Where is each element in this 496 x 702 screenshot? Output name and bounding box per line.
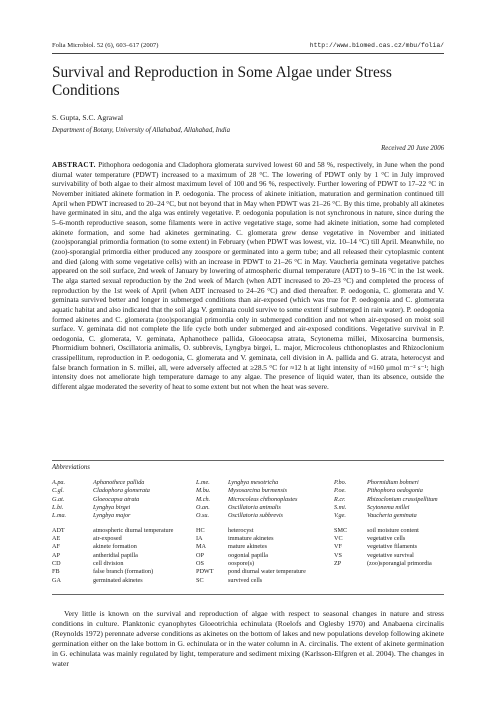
abbreviations-table <box>52 479 444 585</box>
abbreviation-code: A.pa. <box>52 479 66 486</box>
abbreviation-code: M.ch. <box>196 495 211 503</box>
abbreviation-code: VF <box>334 543 342 551</box>
abbreviation-meaning: pond diurnal water temperature <box>228 568 306 576</box>
abbreviation-code: SMC <box>334 526 348 534</box>
received-date: Received 20 June 2006 <box>381 145 444 152</box>
abbreviation-meaning: vegetative cells <box>367 535 406 543</box>
abbreviation-row <box>52 512 444 520</box>
abbreviation-code: CD <box>52 560 61 568</box>
abbreviation-meaning: Scytonema millei <box>367 504 410 512</box>
abbreviation-row <box>52 527 444 535</box>
abbreviation-meaning: Oscillatoria subbrevis <box>228 512 283 520</box>
abbreviation-code: HC <box>196 526 205 534</box>
abbreviation-code: ZP <box>334 560 342 568</box>
abbreviation-code: S.mi. <box>334 504 347 512</box>
abbreviation-code: L.me. <box>196 479 210 486</box>
abbreviation-meaning: air-exposed <box>93 535 122 543</box>
abbreviation-meaning: Aphanothece pallida <box>93 479 145 486</box>
abbreviation-row <box>52 543 444 551</box>
abstract-label: ABSTRACT. <box>52 160 96 169</box>
abbreviation-row <box>52 487 444 495</box>
abbreviation-meaning: Lyngbya major <box>93 512 131 520</box>
abbreviation-meaning: mature akinetes <box>228 543 267 551</box>
abbreviation-row <box>52 496 444 504</box>
abbreviation-row <box>52 552 444 560</box>
article-title: Survival and Reproduction in Some Algae under Stress Conditions <box>52 64 392 99</box>
abbreviation-meaning: germinated akinetes <box>93 576 143 584</box>
journal-reference: Folia Microbiol. 52 (6), 603–617 (2007) <box>52 42 159 49</box>
abbreviation-meaning: Cladophora glomerata <box>93 487 150 495</box>
abbreviation-meaning: Pithophora oedogonia <box>367 487 423 495</box>
abbreviations-top-rule <box>52 460 444 461</box>
term-abbreviations <box>52 527 444 585</box>
abbreviation-meaning: (zoo)sporangial primordia <box>367 560 432 568</box>
abbreviation-meaning: cell division <box>93 560 124 568</box>
abbreviation-code: L.ma. <box>52 512 67 520</box>
abbreviation-meaning: Rhizoclonium crassipellitum <box>367 495 438 503</box>
abbreviation-meaning: Lyngbya birgei <box>93 504 131 512</box>
header-rule <box>52 53 444 54</box>
abstract-text: Pithophora oedogonia and Cladophora glomerata survived lowest 60 and 58 %, respectively, in June when the pond diurnal water temperature (PDWT) increased to a maximum of 28 °C. The lowering of PDWT only by 1 °C in July improved survivability of both algae to their almost maximum level of 100 and 96 %, respectively. Further lowering of PDWT to 17–22 °C in November initiated akinete formation in P. oedogonia. The process of akinete initiation, maturation and germination continued till April when PDWT increased to 20–24 °C, but not beyond that in May when PDWT was 21–26 °C. By this time, probably all akinetes have germinated in situ, and the alga was entirely vegetative. P. oedogonia population is not synchronous in nature, since during the 5–6-month reproductive season, some filaments were in active vegetative stage, some had akinete initiation, some had completed akinete formation, and some had akinetes germinating. C. glomerata grew dense vegetative in November and initiated (zoo)sporangial primordia formation (to some extent) in February (when PDWT was lowest, viz. 10–14 °C) till April. Meanwhile, no (zoo)-sporangial primordia either produced any zoospore or germinated into a germ tube; and all released their cytoplasmic content and died (along with some vegetative cells) with an increase in PDWT to 21–26 °C in May. Vaucheria geminata vegetative patches appeared on the soil surface, 2nd week of January by lowering of atmospheric diurnal temperature (ADT) to 9–16 °C in the 1st week. The alga started sexual reproduction by the 2nd week of March (when ADT increased to 20–23 °C) and completed the process of reproduction by the 1st week of April (when ADT increased to 24–26 °C) and died thereafter. P. oedogonia, C. glomerata and V. geminata survived better and longer in submerged conditions than air-exposed (which was true for P. oedogonia and C. glomerata aquatic habitat and also indicated that the soil alga V. geminata could survive to some extent if submerged in rain water). P. oedogonia formed akinetes and C. glomerata (zoo)sporangial primordia only in submerged condition and not when air-exposed on moist soil surface. V. geminata did not complete the life cycle both under submerged and air-exposed conditions. Vegetative survival in P. oedogonia, C. glomerata, V. geminata, Aphanothece pallida, Gloeocapsa atrata, Scytonema millei, Mixosarcina burmensis, Phormidium bohneri, Oscillatoria animalis, O. subbrevis, Lyngbya birgei, L. major, Microcoleus chthonoplastes and Rhizoclonium crassipellitum, reproduction in P. oedogonia, C. glomerata and V. geminata, cell division in A. pallida and G. atrata, heterocyst and false branch formation in S. millei, all, were adversely affected at ≥28.5 °C for ≈12 h at light intensity of ≈160 μmol m⁻² s⁻¹; high intensity does not ameliorate high temperature damage to any algae. The presence of liquid water, than its absence, outside the different algae moderated the severity of heat to some extent but not when the heat was severe. <box>52 160 444 392</box>
abbreviation-meaning: Myxosarcina burmensis <box>228 487 288 495</box>
article-affiliation: Department of Botany, University of Allahabad, Allahabad, India <box>52 127 230 134</box>
abbreviation-code: GA <box>52 576 61 584</box>
abbreviation-code: G.at. <box>52 495 65 503</box>
abbreviations-bottom-rule <box>52 594 444 595</box>
abstract <box>52 160 444 392</box>
abbreviation-code: PDWT <box>196 568 214 576</box>
abbreviation-code: AP <box>52 551 60 559</box>
abbreviation-code: V.ge. <box>334 512 346 520</box>
abbreviation-code: VS <box>334 551 342 559</box>
abbreviation-meaning: vegetative survival <box>367 551 414 559</box>
abbreviation-code: ADT <box>52 526 65 534</box>
abbreviation-meaning: vegetative filaments <box>367 543 417 551</box>
abbreviation-meaning: oogonial papilla <box>228 551 269 559</box>
abbreviation-meaning: immature akinetes <box>228 535 274 543</box>
abbreviation-meaning: akinete formation <box>93 543 137 551</box>
abbreviation-meaning: Lyngbya mesotricha <box>228 479 279 486</box>
abbreviation-meaning: survived cells <box>228 576 263 584</box>
abbreviation-code: C.gl. <box>52 487 65 495</box>
abbreviation-row <box>52 535 444 543</box>
journal-url[interactable]: http://www.biomed.cas.cz/mbu/folia/ <box>309 42 444 49</box>
abbreviation-code: MA <box>196 543 206 551</box>
abbreviations-title: Abbreviations <box>52 464 90 471</box>
abbreviation-code: OP <box>196 551 204 559</box>
abbreviation-row <box>52 479 444 487</box>
abbreviation-code: L.bi. <box>52 504 64 512</box>
abbreviation-code: O.an. <box>196 504 210 512</box>
abbreviation-meaning: Gloeocapsa atrata <box>93 495 140 503</box>
abbreviation-code: IA <box>196 535 203 543</box>
abbreviation-code: OS <box>196 560 204 568</box>
abbreviation-row <box>52 568 444 576</box>
abbreviation-code: SC <box>196 576 204 584</box>
article-authors: S. Gupta, S.C. Agrawal <box>52 113 124 122</box>
abbreviation-meaning: oospore(s) <box>228 560 255 568</box>
abbreviation-code: AF <box>52 543 60 551</box>
abbreviation-meaning: false branch (formation) <box>93 568 154 576</box>
abbreviation-meaning: Oscillatoria animalis <box>228 504 281 512</box>
abbreviation-meaning: soil moisture content <box>367 526 419 534</box>
abbreviation-meaning: Phormidium bohneri <box>367 479 419 486</box>
abbreviation-code: FB <box>52 568 60 576</box>
species-abbreviations <box>52 479 444 521</box>
abbreviation-code: P.oe. <box>334 487 346 495</box>
abbreviation-meaning: Vaucheria geminata <box>367 512 417 520</box>
abbreviation-code: VC <box>334 535 343 543</box>
abbreviation-code: AE <box>52 535 61 543</box>
abbreviation-meaning: Microcoleus chthonoplastes <box>228 495 298 503</box>
abbreviation-code: O.su. <box>196 512 210 520</box>
abbreviation-meaning: atmospheric diurnal temperature <box>93 526 174 534</box>
abbreviation-code: P.bo. <box>334 479 347 486</box>
abbreviation-meaning: heterocyst <box>228 526 254 534</box>
abbreviation-row <box>52 504 444 512</box>
abbreviation-code: R.cr. <box>334 495 346 503</box>
body-paragraph: Very little is known on the survival and reproduction of algae with respect to seasonal changes in nature and stress conditions in culture. Planktonic cyanophytes Gloeotrichia echinulata (Roelofs and Oglesby 1970) and Anabaena circinalis (Reynolds 1972) perennate adverse conditions as akinetes on the bottom of lakes and new populations develop following akinete germination either on the lake bottom in G. echinulata or in the water column in A. circinalis. The extent of akinete germination in G. echinulata was mainly regulated by light, temperature and sediment mixing (Karlsson-Elfgren et al. 2004). The changes in water <box>52 609 444 669</box>
abbreviation-meaning: antheridial papilla <box>93 551 138 559</box>
abbreviation-row <box>52 560 444 568</box>
abbreviation-code: M.bu. <box>196 487 211 495</box>
abbreviation-row <box>52 577 444 585</box>
